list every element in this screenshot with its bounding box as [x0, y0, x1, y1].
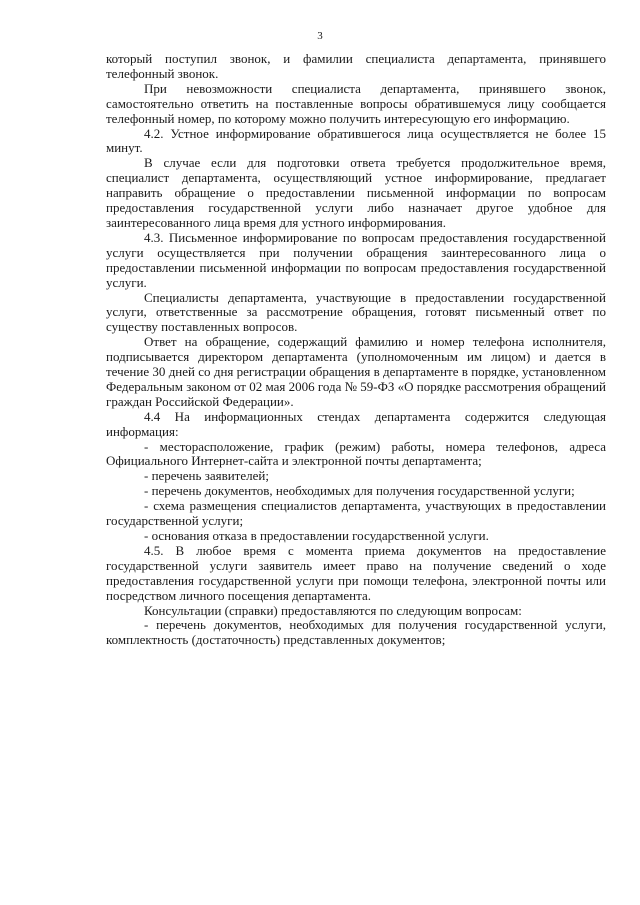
list-item: - перечень документов, необходимых для получения государственной услуги, комплектность (достаточность) представленных документов; — [106, 617, 606, 648]
paragraph: Консультации (справки) предоставляются по следующим вопросам: — [144, 602, 522, 618]
paragraph: который поступил звонок, и фамилии специалиста департамента, принявшего телефонный звонок. — [106, 51, 606, 81]
list-item: - перечень документов, необходимых для получения государственной услуги; — [144, 483, 575, 499]
paragraph: 4.2. Устное информирование обратившегося лица осуществляется не более 15 минут. — [106, 125, 606, 156]
list-item: - перечень заявителей; — [144, 468, 269, 484]
paragraph: Ответ на обращение, содержащий фамилию и номер телефона исполнителя, подписывается директором департамента (уполномоченным им лицом) и дается в течение 30 дней со дня регистрации обращения в департаменте в порядке, установленном Федеральным законом от 02 мая 2006 года № 59-ФЗ «О порядке рассмотрения обращений граждан Российской Федерации». — [106, 334, 607, 409]
document-body — [106, 52, 606, 648]
paragraph: При невозможности специалиста департамента, принявшего звонок, самостоятельно ответить на поставленные вопросы обратившемуся лицу сообщается телефонный номер, по которому можно получить интересующую его информацию. — [106, 80, 606, 126]
paragraph: 4.5. В любое время с момента приема документов на предоставление государственной услуги заявитель имеет право на получение сведений о ходе предоставления государственной услуги при помощи телефона, электронной почты или посредством личного посещения департамента. — [106, 542, 606, 603]
list-item: - основания отказа в предоставлении государственной услуги. — [144, 528, 489, 543]
paragraph: 4.4 На информационных стендах департамента содержится следующая информация: — [106, 408, 606, 439]
list-item: - месторасположение, график (режим) работы, номера телефонов, адреса Официального Интернет-сайта и электронной почты департамента; — [106, 438, 606, 469]
paragraph: 4.3. Письменное информирование по вопросам предоставления государственной услуги осуществляется при получении обращения заинтересованного лица о предоставлении письменной информации по вопросам предоставления государственной услуги. — [106, 229, 606, 290]
list-item: - схема размещения специалистов департамента, участвующих в предоставлении государственной услуги; — [106, 498, 606, 529]
paragraph: В случае если для подготовки ответа требуется продолжительное время, специалист департамента, осуществляющий устное информирование, предлагает направить обращение о предоставлении письменной информации по вопросам предоставления государственной услуги либо назначает другое удобное для заинтересованного лица время для устного информирования. — [106, 155, 606, 230]
paragraph: Специалисты департамента, участвующие в предоставлении государственной услуги, ответственные за рассмотрение обращения, готовят письменный ответ по существу поставленных вопросов. — [106, 289, 606, 335]
page-number: 3 — [317, 30, 323, 42]
